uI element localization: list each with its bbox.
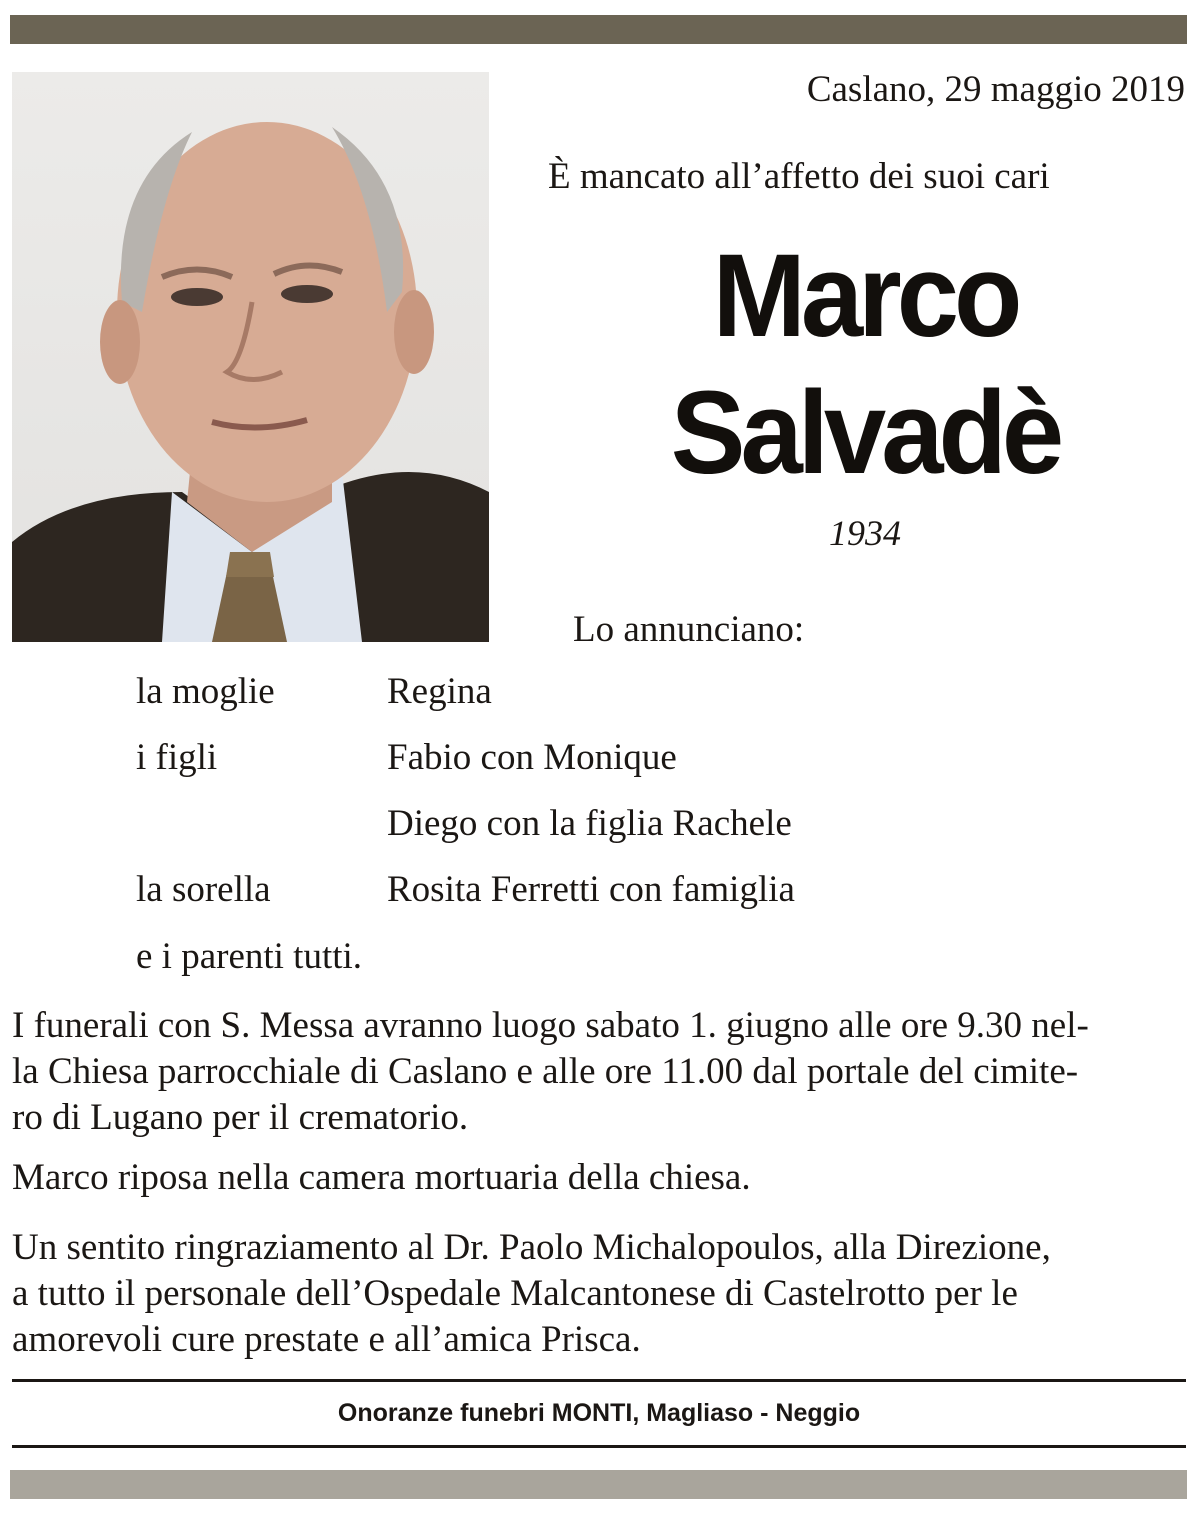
relative-names: Regina [387, 671, 492, 712]
thanks-line: amorevoli cure prestate e all’amica Prisca. [12, 1319, 641, 1360]
closing-line: e i parenti tutti. [136, 936, 363, 977]
funeral-paragraph [12, 1003, 1188, 1141]
relative-label: la sorella [136, 869, 271, 910]
relative-names: Fabio con Monique [387, 737, 677, 778]
birth-year: 1934 [829, 513, 901, 553]
top-decorative-bar [10, 15, 1187, 44]
thanks-paragraph [12, 1225, 1188, 1363]
deceased-portrait-photo [12, 72, 489, 642]
relative-label: i figli [136, 737, 218, 778]
thanks-line: Un sentito ringraziamento al Dr. Paolo Michalopoulos, alla Direzione, [12, 1227, 1051, 1268]
footer-divider-top [12, 1379, 1186, 1382]
deceased-first-name: Marco [712, 229, 1018, 362]
place-date: Caslano, 29 maggio 2019 [806, 69, 1185, 110]
thanks-line: a tutto il personale dell’Ospedale Malcantonese di Castelrotto per le [12, 1273, 1018, 1314]
funeral-line: ro di Lugano per il crematorio. [12, 1097, 469, 1138]
rest-paragraph: Marco riposa nella camera mortuaria della chiesa. [12, 1157, 751, 1198]
footer-divider-bottom [12, 1445, 1186, 1448]
funeral-line: I funerali con S. Messa avranno luogo sabato 1. giugno alle ore 9.30 nel- [12, 1005, 1089, 1046]
relative-names: Diego con la figlia Rachele [387, 803, 792, 844]
announce-heading: Lo annunciano: [573, 609, 805, 650]
portrait-photo-icon [12, 72, 489, 642]
bottom-decorative-bar [10, 1470, 1187, 1499]
intro-line: È mancato all’affetto dei suoi cari [548, 156, 1050, 197]
funeral-agency: Onoranze funebri MONTI, Magliaso - Neggio [337, 1399, 861, 1427]
relative-names: Rosita Ferretti con famiglia [387, 869, 795, 910]
relative-label: la moglie [136, 671, 275, 712]
funeral-line: la Chiesa parrocchiale di Caslano e alle ore 11.00 dal portale del cimite- [12, 1051, 1079, 1092]
deceased-last-name: Salvadè [670, 366, 1060, 499]
